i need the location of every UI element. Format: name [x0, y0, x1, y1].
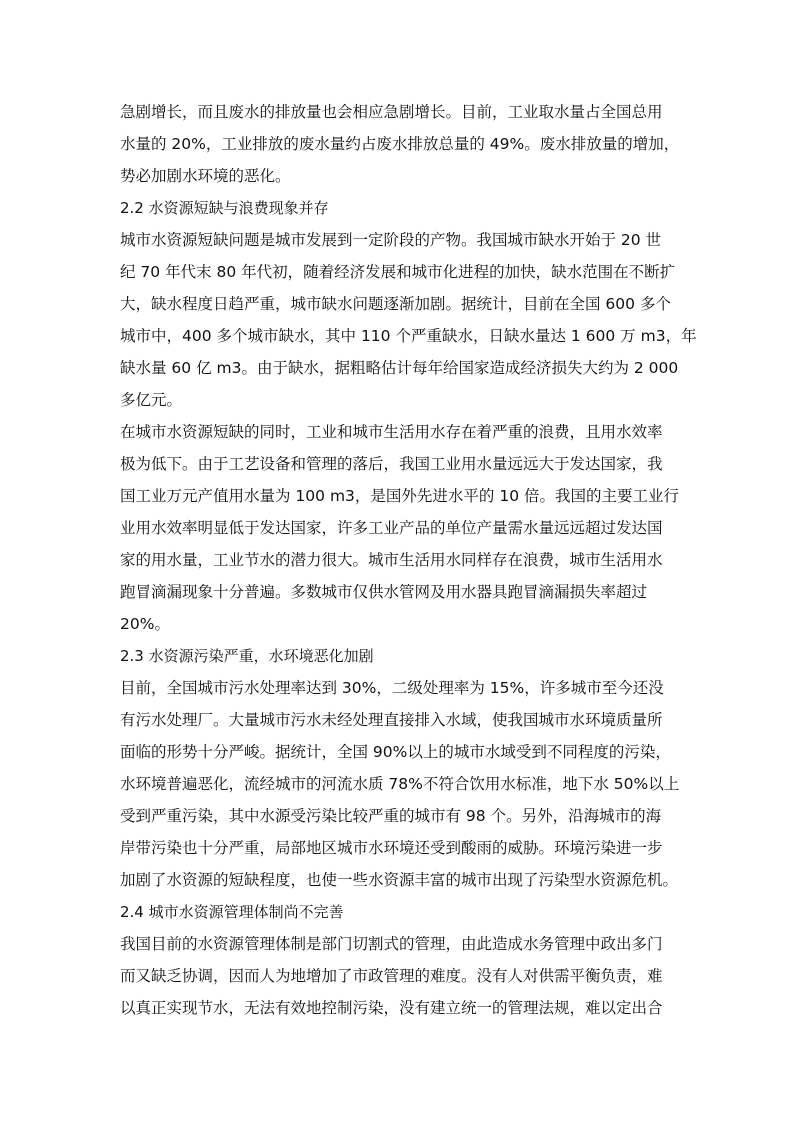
body-text-line: 20%。	[120, 615, 170, 633]
body-text-line: 以真正实现节水，无法有效地控制污染，没有建立统一的管理法规，难以定出合	[120, 999, 663, 1017]
body-text-line: 极为低下。由于工艺设备和管理的落后，我国工业用水量远远大于发达国家，我	[120, 455, 663, 473]
body-text-line: 面临的形势十分严峻。据统计，全国 90%以上的城市水域受到不同程度的污染，	[120, 743, 671, 761]
body-text-line: 纪 70 年代末 80 年代初，随着经济发展和城市化进程的加快，缺水范围在不断扩	[120, 263, 676, 281]
body-text-line: 跑冒滴漏现象十分普遍。多数城市仅供水管网及用水器具跑冒滴漏损失率超过	[120, 583, 648, 601]
body-text-line: 而又缺乏协调，因而人为地增加了市政管理的难度。没有人对供需平衡负责，难	[120, 967, 663, 985]
body-text-line: 业用水效率明显低于发达国家，许多工业产品的单位产量需水量远远超过发达国	[120, 519, 663, 537]
body-text-line: 我国目前的水资源管理体制是部门切割式的管理，由此造成水务管理中政出多门	[120, 935, 663, 953]
section-heading-2-2: 2.2 水资源短缺与浪费现象并存	[120, 199, 329, 217]
body-text-line: 急剧增长，而且废水的排放量也会相应急剧增长。目前，工业取水量占全国总用	[120, 103, 663, 121]
body-text-line: 受到严重污染，其中水源受污染比较严重的城市有 98 个。另外，沿海城市的海	[120, 807, 662, 825]
body-text-line: 城市水资源短缺问题是城市发展到一定阶段的产物。我国城市缺水开始于 20 世	[120, 231, 662, 249]
body-text-line: 水量的 20%，工业排放的废水量约占废水排放总量的 49%。废水排放量的增加，	[120, 135, 680, 153]
body-text-line: 在城市水资源短缺的同时，工业和城市生活用水存在着严重的浪费，且用水效率	[120, 423, 663, 441]
body-text-line: 目前，全国城市污水处理率达到 30%，二级处理率为 15%，许多城市至今还没	[120, 679, 664, 697]
body-text-line: 有污水处理厂。大量城市污水未经处理直接排入水域，使我国城市水环境质量所	[120, 711, 663, 729]
body-text-line: 家的用水量，工业节水的潜力很大。城市生活用水同样存在浪费，城市生活用水	[120, 551, 663, 569]
section-heading-2-3: 2.3 水资源污染严重，水环境恶化加剧	[120, 647, 374, 665]
body-text-line: 岸带污染也十分严重，局部地区城市水环境还受到酸雨的威胁。环境污染进一步	[120, 839, 663, 857]
body-text-line: 城市中，400 多个城市缺水，其中 110 个严重缺水，日缺水量达 1 600 万 m3，年	[120, 327, 697, 345]
body-text-line: 国工业万元产值用水量为 100 m3，是国外先进水平的 10 倍。我国的主要工业行	[120, 487, 679, 505]
section-heading-2-4: 2.4 城市水资源管理体制尚不完善	[120, 903, 344, 921]
body-text-line: 大，缺水程度日趋严重，城市缺水问题逐渐加剧。据统计，目前在全国 600 多个	[120, 295, 671, 313]
body-text-line: 多亿元。	[120, 391, 183, 409]
body-text-line: 加剧了水资源的短缺程度，也使一些水资源丰富的城市出现了污染型水资源危机。	[120, 871, 679, 889]
body-text-line: 缺水量 60 亿 m3。由于缺水，据粗略估计每年给国家造成经济损失大约为 2 000	[120, 359, 679, 377]
body-text-line: 水环境普遍恶化，流经城市的河流水质 78%不符合饮用水标准，地下水 50%以上	[120, 775, 680, 793]
body-text-line: 势必加剧水环境的恶化。	[120, 167, 291, 185]
document-body	[120, 96, 697, 1024]
